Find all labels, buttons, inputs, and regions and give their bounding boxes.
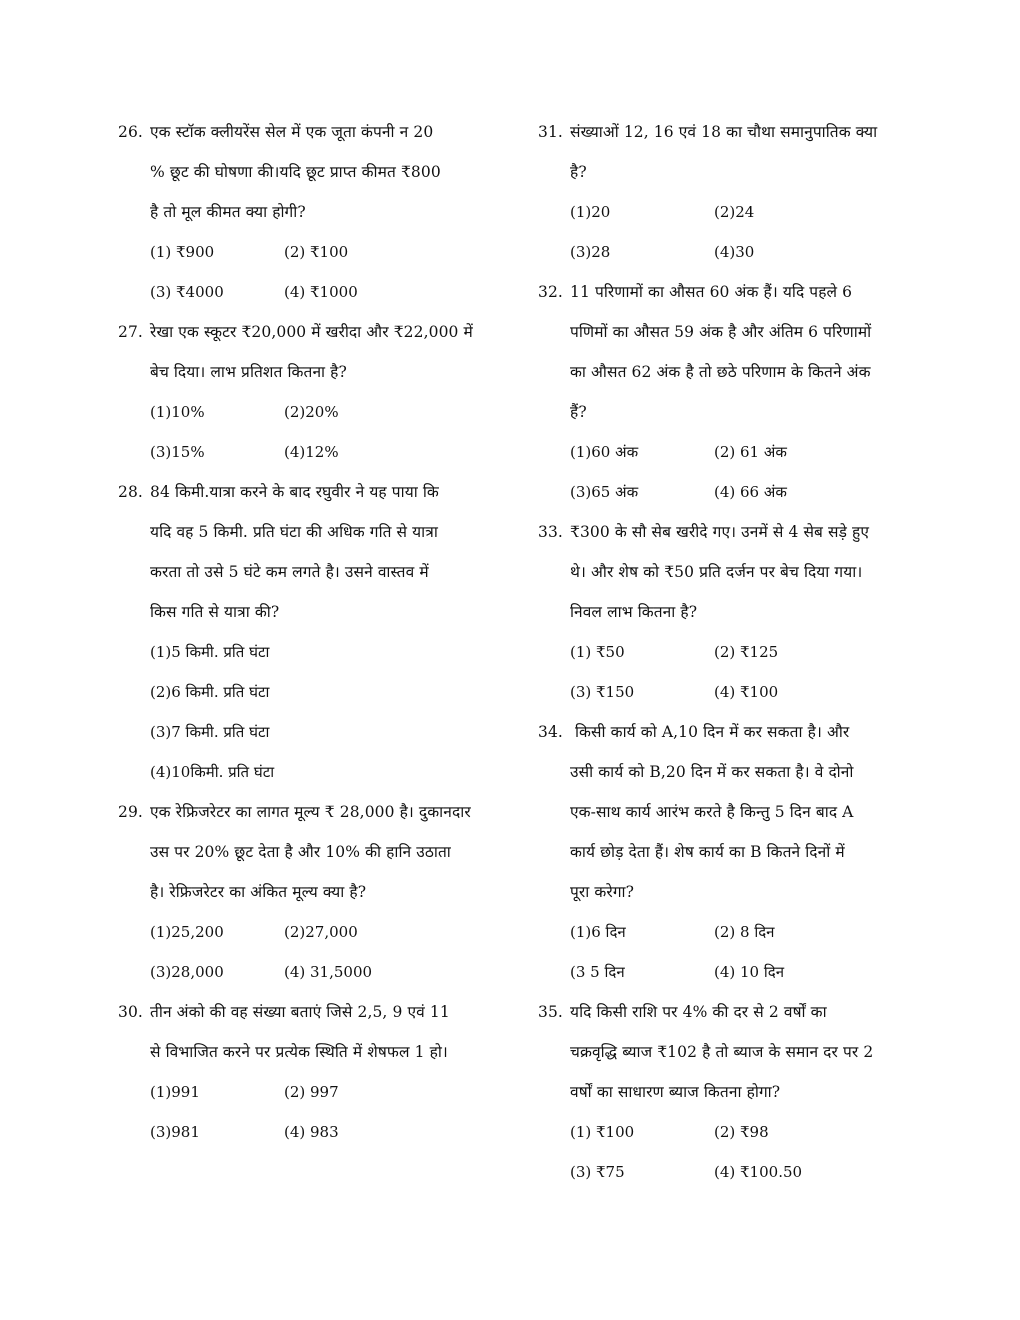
question-text-line: से विभाजित करने पर प्रत्येक स्थिति में शेषफल 1 हो। — [150, 1043, 448, 1061]
option-1: (1)25,200 — [150, 923, 224, 941]
option-1: (1)20 — [570, 203, 611, 221]
option-4: (4) 10 दिन — [714, 963, 785, 981]
option-4: (4) 983 — [284, 1123, 339, 1141]
question-text-line: है तो मूल कीमत क्या होगी? — [150, 203, 306, 221]
question-number: 27. — [118, 323, 143, 341]
option-3: (3)65 अंक — [570, 483, 639, 501]
option-2: (2) ₹98 — [714, 1123, 769, 1141]
question-text-line: किस गति से यात्रा की? — [150, 603, 280, 621]
question-text-line: का औसत 62 अंक है तो छठे परिणाम के कितने अंक — [570, 363, 871, 381]
question-30 — [118, 992, 498, 1152]
question-number: 31. — [538, 123, 563, 141]
option-1: (1)5 किमी. प्रति घंटा — [150, 643, 270, 661]
option-3: (3) ₹150 — [570, 683, 635, 701]
option-2: (2)6 किमी. प्रति घंटा — [150, 683, 270, 701]
question-text-line: % छूट की घोषणा की।यदि छूट प्राप्त कीमत ₹800 — [150, 163, 441, 181]
option-1: (1) ₹100 — [570, 1123, 635, 1141]
options-row — [118, 392, 498, 432]
question-33 — [538, 512, 910, 712]
option-3: (3)28,000 — [150, 963, 224, 981]
option-1: (1) ₹900 — [150, 243, 215, 261]
option-2: (2) 8 दिन — [714, 923, 775, 941]
option-3: (3)15% — [150, 443, 205, 461]
question-text-line: एक-साथ कार्य आरंभ करते है किन्तु 5 दिन बाद A — [570, 803, 854, 821]
options-row — [538, 912, 910, 952]
question-29 — [118, 792, 498, 992]
option-3: (3)28 — [570, 243, 611, 261]
option-3: (3)7 किमी. प्रति घंटा — [150, 723, 270, 741]
options-row — [538, 432, 910, 472]
question-text-line: यदि वह 5 किमी. प्रति घंटा की अधिक गति से यात्रा — [150, 523, 438, 541]
question-text-line: ₹300 के सौ सेब खरीदे गए। उनमें से 4 सेब सड़े हुए — [570, 523, 870, 541]
option-2: (2)24 — [714, 203, 755, 221]
question-text-line: एक रेफ्रिजरेटर का लागत मूल्य ₹ 28,000 है। दुकानदार — [150, 803, 471, 821]
question-text-line: उसी कार्य को B,20 दिन में कर सकता है। वे दोनो — [570, 763, 854, 781]
options-row — [118, 1112, 498, 1152]
options-row — [118, 432, 498, 472]
option-4: (4)12% — [284, 443, 339, 461]
question-26 — [118, 112, 498, 312]
options-row — [538, 1152, 910, 1192]
question-text-line: रेखा एक स्कूटर ₹20,000 में खरीदा और ₹22,000 में — [150, 323, 473, 341]
question-32 — [538, 272, 910, 512]
option-3: (3) ₹4000 — [150, 283, 224, 301]
option-2: (2) ₹100 — [284, 243, 349, 261]
question-27 — [118, 312, 498, 472]
options-row — [118, 1072, 498, 1112]
question-34 — [538, 712, 910, 992]
question-28 — [118, 472, 498, 792]
question-text-line: है? — [570, 163, 587, 181]
options-row — [538, 232, 910, 272]
option-4: (4)10किमी. प्रति घंटा — [150, 763, 275, 781]
option-4: (4) 31,5000 — [284, 963, 373, 981]
question-text-line: 11 परिणामों का औसत 60 अंक हैं। यदि पहले 6 — [570, 283, 853, 301]
options-row — [118, 912, 498, 952]
question-number: 35. — [538, 1003, 563, 1021]
right-column — [538, 112, 910, 1192]
option-1: (1)6 दिन — [570, 923, 626, 941]
question-35 — [538, 992, 910, 1192]
question-number: 33. — [538, 523, 563, 541]
question-text-line: है। रेफ्रिजरेटर का अंकित मूल्य क्या है? — [150, 883, 367, 901]
option-2: (2)20% — [284, 403, 339, 421]
question-text-line: चक्रवृद्धि ब्याज ₹102 है तो ब्याज के समान दर पर 2 — [570, 1043, 874, 1061]
question-number: 26. — [118, 123, 143, 141]
option-2: (2) 61 अंक — [714, 443, 787, 461]
question-text-line: संख्याओं 12, 16 एवं 18 का चौथा समानुपातिक क्या — [570, 123, 878, 141]
question-number: 30. — [118, 1003, 143, 1021]
option-4: (4) ₹100 — [714, 683, 779, 701]
question-text-line: निवल लाभ कितना है? — [570, 603, 698, 621]
question-text-line: यदि किसी राशि पर 4% की दर से 2 वर्षों का — [570, 1003, 827, 1021]
option-1: (1)10% — [150, 403, 205, 421]
option-2: (2) ₹125 — [714, 643, 779, 661]
options-row — [538, 952, 910, 992]
option-4: (4) ₹100.50 — [714, 1163, 803, 1181]
option-4: (4)30 — [714, 243, 755, 261]
question-text-line: पणिमों का औसत 59 अंक है और अंतिम 6 परिणामों — [570, 323, 872, 341]
question-text-line: थे। और शेष को ₹50 प्रति दर्जन पर बेच दिया गया। — [570, 563, 863, 581]
question-text-line: 84 किमी.यात्रा करने के बाद रघुवीर ने यह पाया कि — [150, 483, 439, 501]
left-column — [118, 112, 498, 1152]
question-text-line: किसी कार्य को A,10 दिन में कर सकता है। और — [570, 723, 850, 741]
option-1: (1)991 — [150, 1083, 200, 1101]
question-text-line: वर्षों का साधारण ब्याज कितना होगा? — [570, 1083, 781, 1101]
question-text-line: कार्य छोड़ देता हैं। शेष कार्य का B कितने दिनों में — [570, 843, 845, 861]
options-row — [538, 672, 910, 712]
question-text-line: बेच दिया। लाभ प्रतिशत कितना है? — [150, 363, 347, 381]
question-text-line: एक स्टॉक क्लीयरेंस सेल में एक जूता कंपनी न 20 — [150, 123, 434, 141]
question-number: 28. — [118, 483, 143, 501]
option-3: (3 5 दिन — [570, 963, 625, 981]
option-1: (1) ₹50 — [570, 643, 625, 661]
options-row — [118, 232, 498, 272]
question-text-line: हैं? — [570, 403, 587, 421]
option-2: (2) 997 — [284, 1083, 339, 1101]
question-text-line: करता तो उसे 5 घंटे कम लगते है। उसने वास्तव में — [150, 563, 429, 581]
question-text-line: पूरा करेगा? — [570, 883, 635, 901]
option-2: (2)27,000 — [284, 923, 358, 941]
option-3: (3) ₹75 — [570, 1163, 625, 1181]
option-4: (4) 66 अंक — [714, 483, 787, 501]
question-31 — [538, 112, 910, 272]
options-row — [118, 952, 498, 992]
options-row — [538, 192, 910, 232]
option-3: (3)981 — [150, 1123, 200, 1141]
question-number: 32. — [538, 283, 563, 301]
options-row — [118, 272, 498, 312]
options-row — [538, 1112, 910, 1152]
option-4: (4) ₹1000 — [284, 283, 358, 301]
options-row — [538, 632, 910, 672]
option-1: (1)60 अंक — [570, 443, 639, 461]
question-text-line: तीन अंको की वह संख्या बताएं जिसे 2,5, 9 एवं 11 — [150, 1003, 450, 1021]
question-text-line: उस पर 20% छूट देता है और 10% की हानि उठाता — [150, 843, 451, 861]
question-number: 29. — [118, 803, 143, 821]
options-row — [538, 472, 910, 512]
question-number: 34. — [538, 723, 563, 741]
